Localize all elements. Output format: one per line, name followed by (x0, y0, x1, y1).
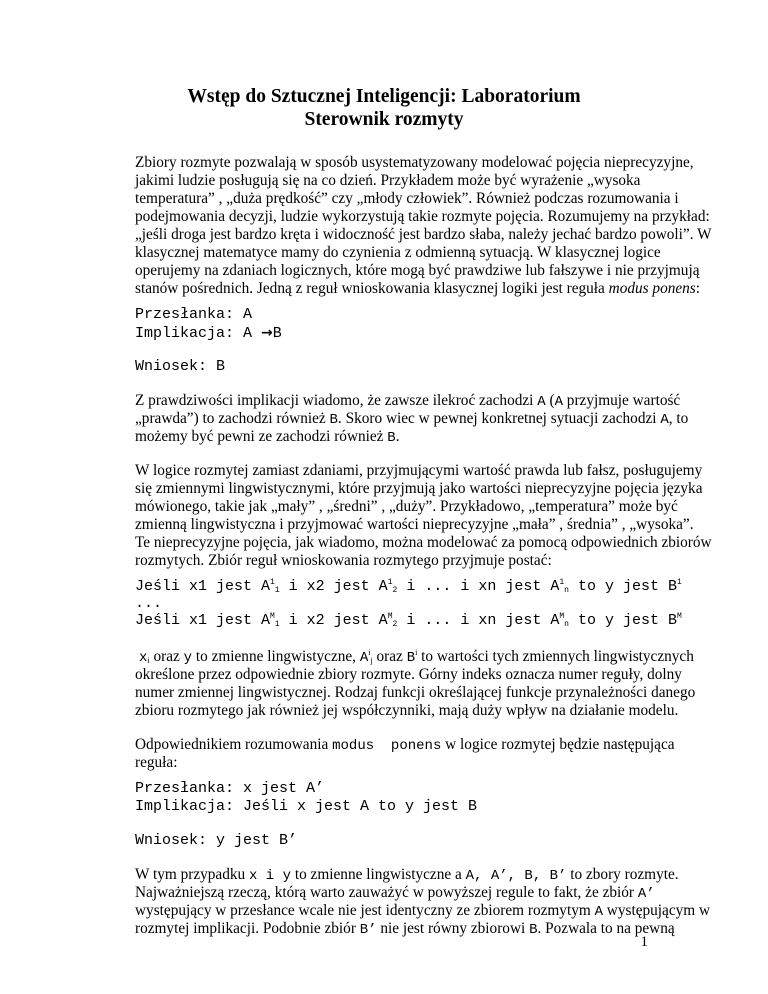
document-page: Wstęp do Sztucznej Inteligencji: Laboratorium Sterownik rozmyty Zbiory rozmyte pozwalają w sposób usystematyzowany modelować pojęcia nieprecyzyjne, jakimi ludzie posługują się na co dzień. Przykładem może być wyrażenie „wysoka temperatura” , „duża prędkość” czy „młody człowiek”. Również podczas rozumowania i podejmowania decyzji, ludzie wykorzystują takie rozmyte pojęcia. Rozumujemy na przykład: „jeśli droga jest bardzo kręta i widoczność jest bardzo słaba, należy jechać bardzo powoli”. W klasycznej matematyce mamy do czynienia z odmienną sytuacją. W klasycznej logice operujemy na zdaniach logicznych, które mogą być prawdziwe lub fałszywe i nie przyjmują stanów pośrednich. Jedną z reguł wnioskowania klasycznej logiki jest reguła modus ponens: Przesłanka: A Implikacja: A →B Wniosek: B Z prawdziwości implikacji wiadomo, że zawsze ilekroć zachodzi A (A przyjmuje wartość „prawda”) to zachodzi również B. Skoro wiec w pewnej konkretnej sytuacji zachodzi A, to możemy być pewni ze zachodzi również B. W logice rozmytej zamiast zdaniami, przyjmującymi wartość prawda lub fałsz, posługujemy się zmiennymi lingwistycznymi, które przyjmują jako wartości nieprecyzyjne pojęcia języka mówionego, takie jak „mały” , „średni” , „duży”. Przykładowo, „temperatura” może być zmienną lingwistyczna i przyjmować wartości nieprecyzyjne „mała” , średnia” , „wysoka”. Te nieprecyzyjne pojęcia, jak wiadomo, można modelować za pomocą odpowiednich zbiorów rozmytych. Zbiór reguł wnioskowania rozmytego przyjmuje postać: Jeśli x1 jest $A^1_1$ i x2 jest $A^1_2$ i ... i xn jest $A^1_n$ to y jest $B^1$ ... Jeśli x1 jest $A^M_1$ i x2 jest $A^M_2$ i ... i xn jest $A^M_n$ to y jest $B^M$ $x_i$ oraz y to zmienne lingwistyczne, $A^i_j$ oraz $B^i$ to wartości tych zmiennych lingwistycznych określone przez odpowiednie zbiory rozmyte. Górny indeks oznacza numer reguły, dolny numer zmiennej lingwistycznej. Rodzaj funkcji określającej funkcje przynależności danego zbioru rozmytego jak również jej współczynniki, mają duży wpływ na działanie modelu. Odpowiednikiem rozumowania modus ponens w logice rozmytej będzie następująca reguła: Przesłanka: x jest A’ Implikacja: Jeśli x jest A to y jest B Wniosek: y jest B’ W tym przypadku x i y to zmienne lingwistyczne a A, A’, B, B’ to zbory rozmyte. Najważniejszą rzeczą, którą warto zauważyć w powyższej regule to fakt, że zbiór A’ występujący w przesłance wcale nie jest identyczny ze zbiorem rozmytym A występującym w rozmytej implikacji. Podobnie zbiór B’ nie jest równy zbiorowi B. Pozwala to na pewną 1 (0, 0, 768, 994)
title-line-2: Sterownik rozmyty (304, 109, 464, 130)
title-line-1: Wstęp do Sztucznej Inteligencji: Laboratorium (187, 86, 581, 107)
page-number: 1 (640, 934, 648, 950)
arrow-icon: → (261, 325, 273, 341)
